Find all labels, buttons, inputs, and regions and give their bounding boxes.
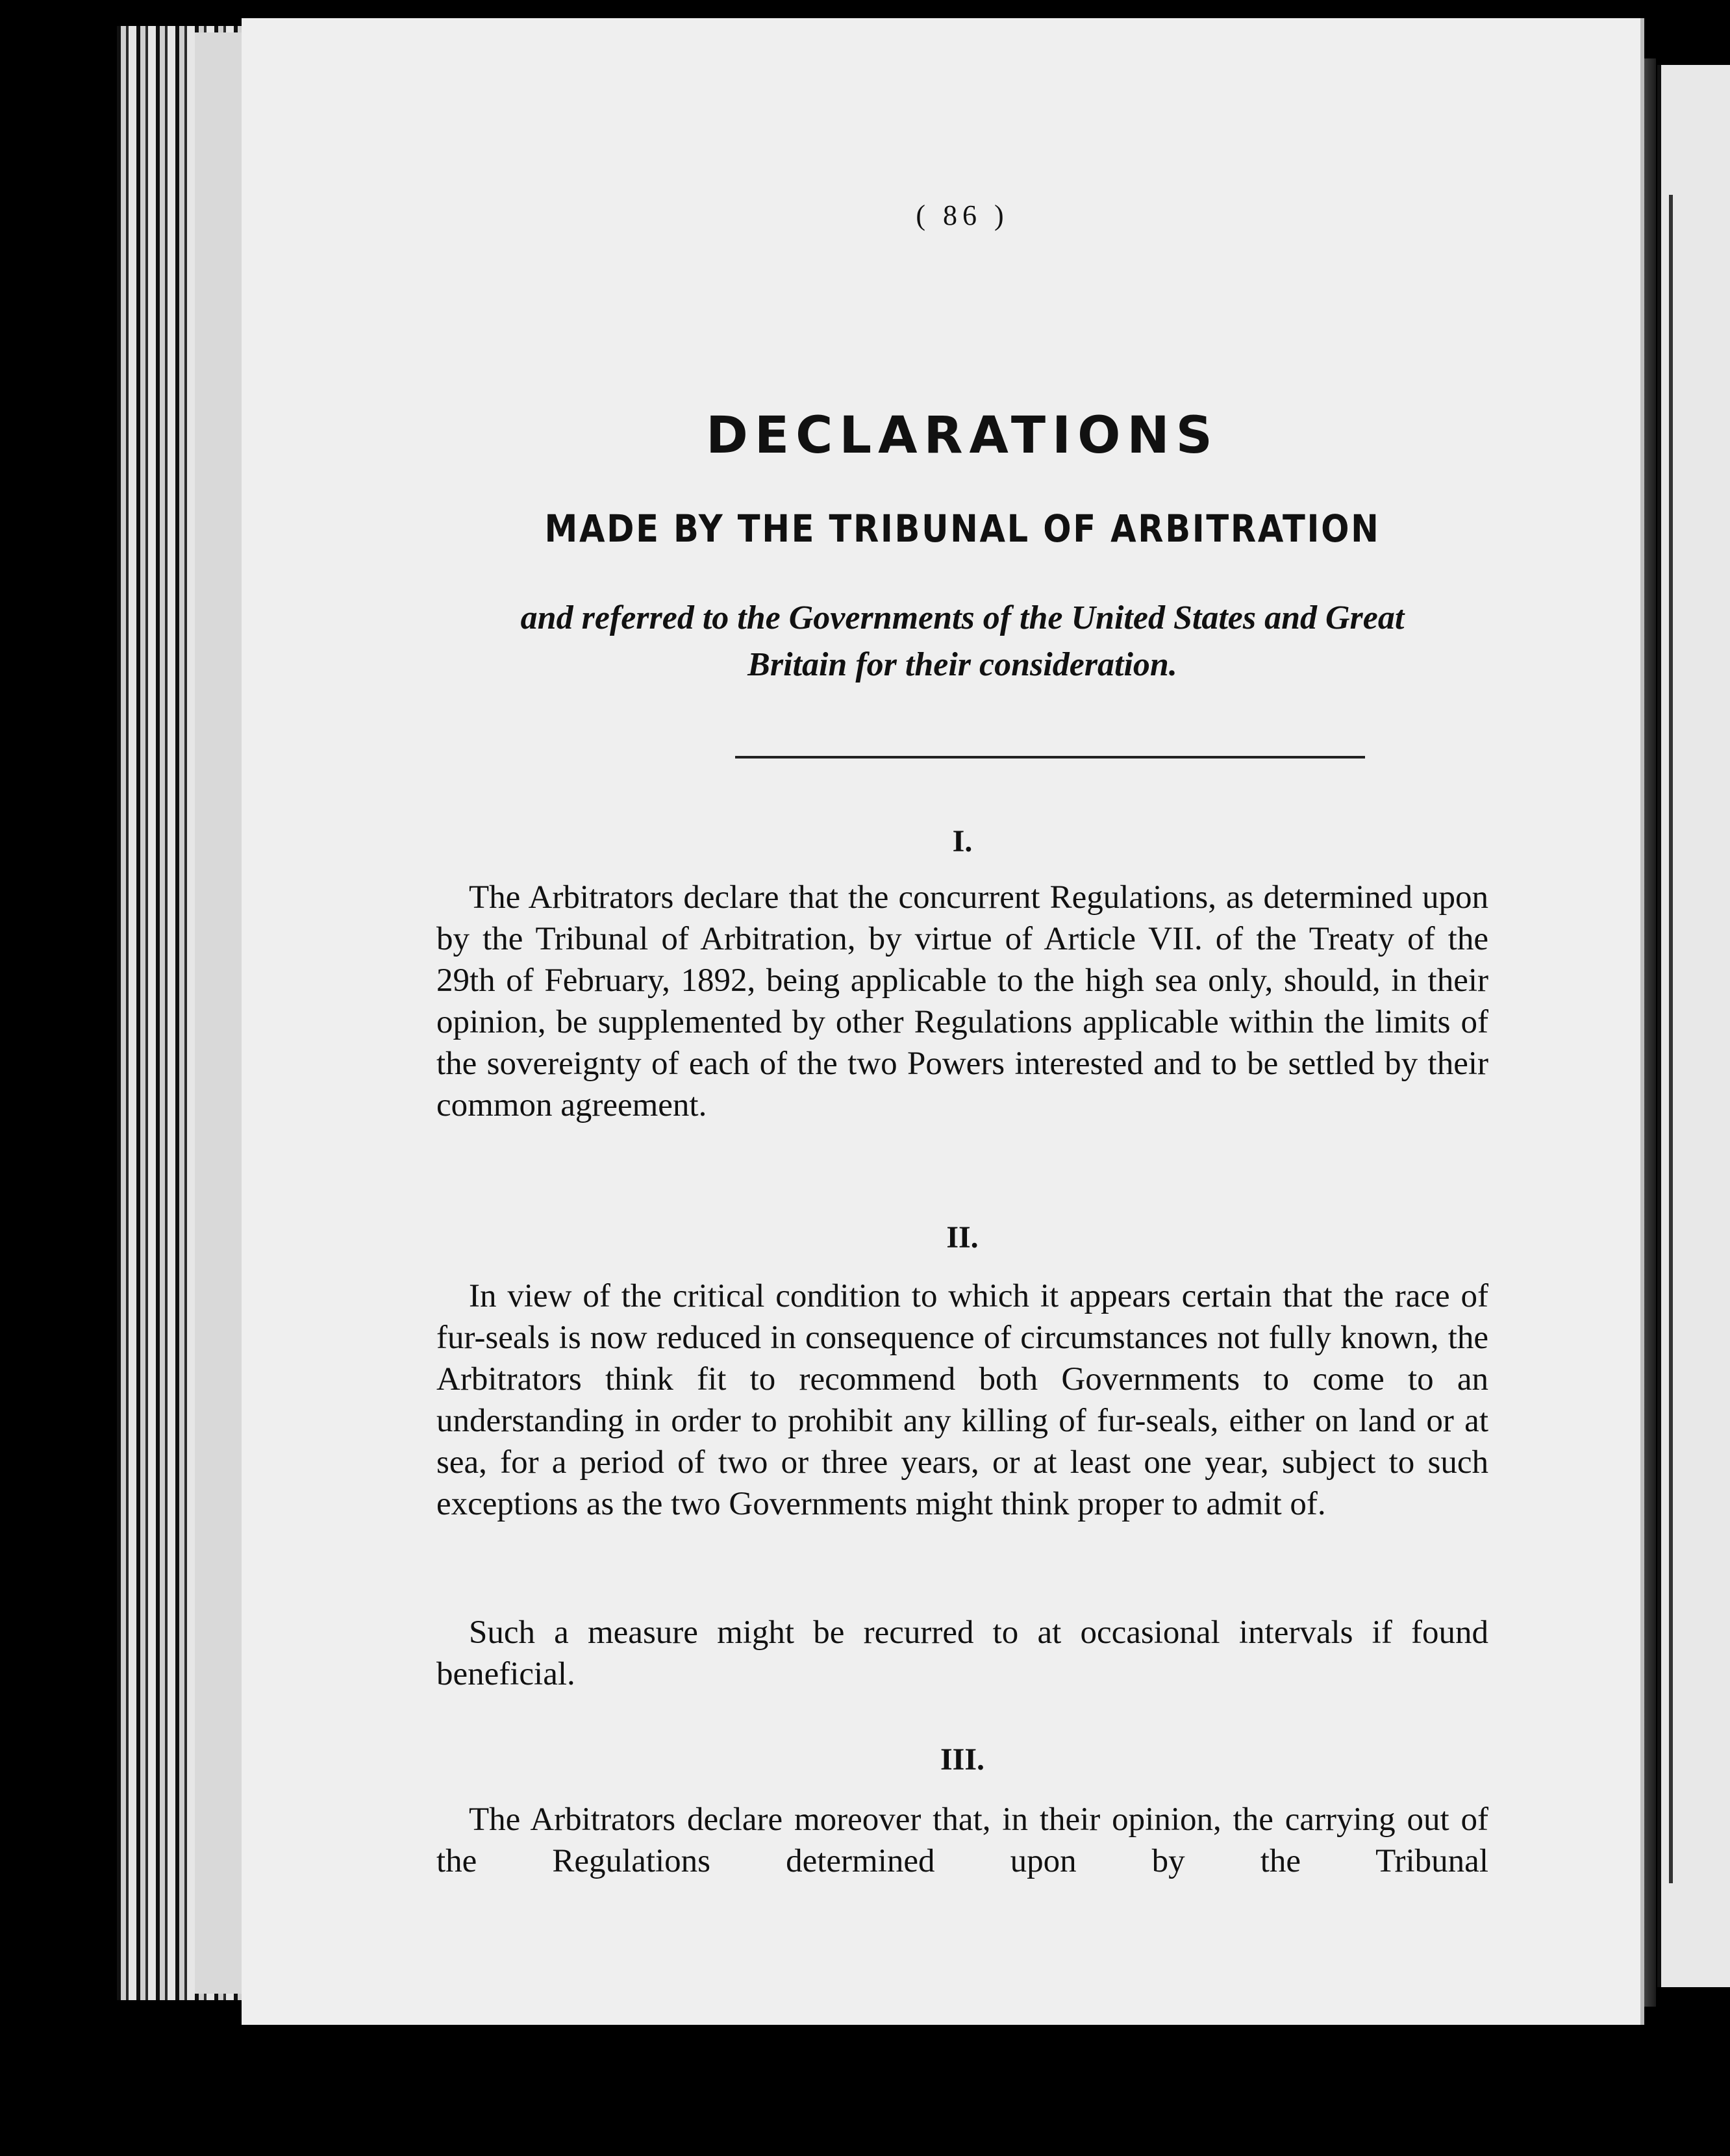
facing-page-edge xyxy=(1657,65,1730,1987)
section-number-1: I. xyxy=(952,824,973,859)
section-2-paragraph-2: Such a measure might be recurred to at occasional intervals if found beneficial. xyxy=(436,1614,1488,1692)
page-subtitle: MADE BY THE TRIBUNAL OF ARBITRATION xyxy=(544,507,1381,551)
page-number: ( 86 ) xyxy=(916,199,1009,231)
facing-page-rule xyxy=(1669,195,1673,1883)
section-3-paragraph-1: The Arbitrators declare moreover that, in their opinion, the carrying out of the Regulations determined upon by the Tribunal xyxy=(436,1801,1488,1879)
intro-text xyxy=(436,595,1488,688)
intro-line-2: Britain for their consideration. xyxy=(747,646,1177,683)
document-page xyxy=(242,18,1644,2025)
section-1-paragraph-1: The Arbitrators declare that the concurrent Regulations, as determined upon by the Tribunal of Arbitration, by virtue of Article VII. of the Treaty of the 29th of February, 1892, being applicable to the high sea only, should, in their opinion, be supplemented by other Regulations applicable within the limits of the sovereignty of each of the two Powers interested and to be settled by their common agreement. xyxy=(436,879,1488,1123)
intro-line-1: and referred to the Governments of the United States and Great xyxy=(520,599,1405,636)
page-title: DECLARATIONS xyxy=(706,407,1219,465)
section-number-2: II. xyxy=(946,1220,979,1255)
section-2-paragraph-1: In view of the critical condition to which it appears certain that the race of fur-seals is now reduced in consequence of circumstances not fully known, the Arbitrators think fit to recommend both Governments to come to an understanding in order to prohibit any killing of fur-seals, either on land or at sea, for a period of two or three years, or at least one year, subject to such exceptions as the two Governments might think proper to admit of. xyxy=(436,1278,1488,1522)
horizontal-rule xyxy=(735,756,1365,758)
section-number-3: III. xyxy=(940,1742,985,1777)
